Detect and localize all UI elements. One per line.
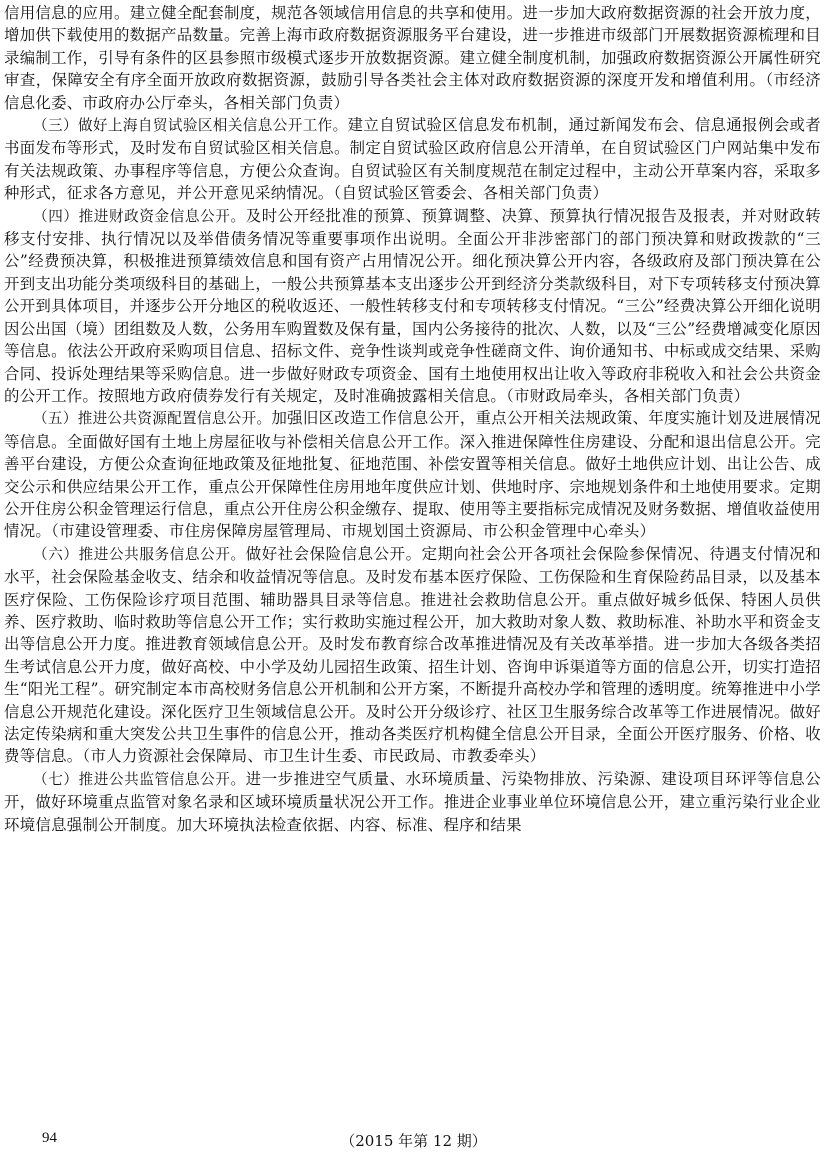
paragraph-text: 做好社会保险信息公开。定期向社会公开各项社会保险参保情况、待遇支付情况和水平，社会保险基金收支、结余和收益情况等信息。及时发布基本医疗保险、工伤保险和生育保险药品目录，以及基本医疗保险、工伤保险诊疗项目范围、辅助器具目录等信息。推进社会救助信息公开。重点做好城乡低保、特困人员供养、医疗救助、临时救助等信息公开工作；实行救助实施过程公开，加大救助对象人数、救助标准、补助水平和资金支出等信息公开力度。推进教育领域信息公开。及时发布教育综合改革推进情况及有关改革举措。进一步加大各级各类招生考试信息公开力度，做好高校、中小学及幼儿园招生政策、招生计划、咨询申诉渠道等方面的信息公开，切实打造招生“阳光工程”。研究制定本市高校财务信息公开机制和公开方案，不断提升高校办学和管理的透明度。统筹推进中小学信息公开规范化建设。深化医疗卫生领域信息公开。及时公开分级诊疗、社区卫生服务综合改革等工作进展情况。做好法定传染病和重大突发公共卫生事件的信息公开，推动各类医疗机构健全信息公开目录，全面公开医疗服务、价格、收费等信息。（市人力资源社会保障局、市卫生计生委、市民政局、市教委牵头） xyxy=(4,544,822,766)
paragraph-public-services xyxy=(4,543,821,768)
section-heading: （五）推进公共资源配置信息公开。 xyxy=(33,410,272,428)
paragraph-text: 加强旧区改造工作信息公开，重点公开相关法规政策、年度实施计划及进展情况等信息。全面做好国有土地上房屋征收与补偿相关信息公开工作。深入推进保障性住房建设、分配和退出信息公开。完善平台建设，方便公众查询征地政策及征地批复、征地范围、补偿安置等相关信息。做好土地供应计划、出让公告、成交公示和供应结果公开工作，重点公开保障性住房用地年度供应计划、供地时序、宗地规划条件和土地使用要求。定期公开住房公积金管理运行信息，重点公开住房公积金缴存、提取、使用等主要指标完成情况及财务数据、增值收益使用情况。（市建设管理委、市住房保障房屋管理局、市规划国土资源局、市公积金管理中心牵头） xyxy=(4,409,821,541)
paragraph-text: 信用信息的应用。建立健全配套制度，规范各领域信用信息的共享和使用。进一步加大政府数据资源的社会开放力度，增加供下载使用的数据产品数量。完善上海市政府数据资源服务平台建设，进一步推进市级部门开展数据资源梳理和目录编制工作，引导有条件的区县参照市级模式逐步开放数据资源。建立健全制度机制，加强政府数据资源公开属性研究审查，保障安全有序全面开放政府数据资源，鼓励引导各类社会主体对政府数据资源的深度开发和增值利用。（市经济信息化委、市政府办公厅牵头，各相关部门负责） xyxy=(4,4,821,112)
paragraph-credit-info xyxy=(4,2,821,114)
paragraph-fiscal-funds xyxy=(4,205,821,408)
section-heading: （七）推进公共监管信息公开。 xyxy=(33,770,246,788)
issue-label: （2015 年第 12 期） xyxy=(340,1132,487,1150)
paragraph-text: 建立自贸试验区信息发布机制，通过新闻发布会、信息通报例会或者书面发布等形式，及时发布自贸试验区相关信息。制定自贸试验区政府信息公开清单，在自贸试验区门户网站集中发布有关法规政策、办事程序等信息，方便公众查询。自贸试验区有关制度规范在制定过程中，主动公开草案内容，采取多种形式，征求各方意见，并公开意见采纳情况。（自贸试验区管委会、各相关部门负责） xyxy=(4,116,821,203)
section-heading: （六）推进公共服务信息公开。 xyxy=(33,545,246,563)
paragraph-public-resources xyxy=(4,407,821,542)
page-number: 94 xyxy=(42,1130,57,1146)
section-heading: （四）推进财政资金信息公开。 xyxy=(33,207,246,225)
body-text xyxy=(4,2,821,836)
paragraph-public-supervision xyxy=(4,768,821,836)
paragraph-text: 及时公开经批准的预算、预算调整、决算、预算执行情况报告及报表，并对财政转移支付安排、执行情况以及举借债务情况等重要事项作出说明。全面公开非涉密部门的部门预决算和财政拨款的“三公”经费预决算，积极推进预算绩效信息和国有资产占用情况公开。细化预决算公开内容，各级政府及部门预决算在公开到支出功能分类项级科目的基础上，一般公共预算基本支出逐步公开到经济分类款级科目，对下专项转移支付预决算公开到具体项目，并逐步公开分地区的税收返还、一般性转移支付和专项转移支付情况。“三公”经费决算公开细化说明因公出国（境）团组数及人数，公务用车购置数及保有量，国内公务接待的批次、人数，以及“三公”经费增减变化原因等信息。依法公开政府采购项目信息、招标文件、竞争性谈判或竞争性磋商文件、询价通知书、中标或成交结果、采购合同、投诉处理结果等采购信息。进一步做好财政专项资金、国有土地使用权出让收入等政府非税收入和社会公共资金的公开工作。按照地方政府债券发行有关规定，及时准确披露相关信息。（市财政局牵头，各相关部门负责） xyxy=(4,206,822,405)
section-heading: （三）做好上海自贸试验区相关信息公开工作。 xyxy=(33,117,348,135)
paragraph-free-trade-zone xyxy=(4,114,821,205)
paragraph-text: 进一步推进空气质量、水环境质量、污染物排放、污染源、建设项目环评等信息公开，做好环境重点监管对象名录和区域环境质量状况公开工作。推进企业事业单位环境信息公开，建立重污染行业企业环境信息强制公开制度。加大环境执法检查依据、内容、标准、程序和结果 xyxy=(4,769,822,834)
